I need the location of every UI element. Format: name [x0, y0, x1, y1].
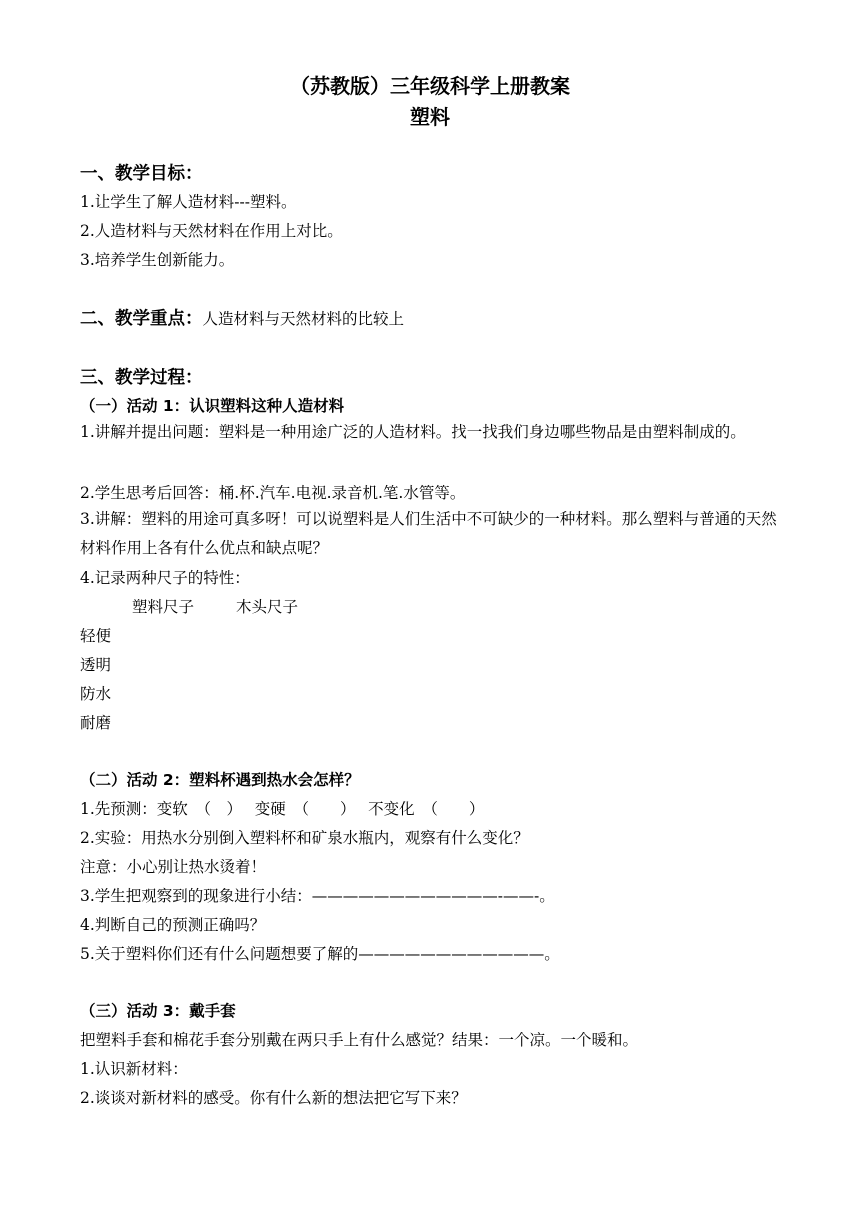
document-subtitle: 塑料 — [410, 105, 450, 129]
activity-2-item: 4.判断自己的预测正确吗？ — [80, 916, 266, 934]
activity-1-item: 4.记录两种尺子的特性： — [80, 569, 250, 587]
activity-3-item: 把塑料手套和棉花手套分别戴在两只手上有什么感觉？结果：一个凉。一个暖和。 — [80, 1031, 639, 1049]
document-title: （苏教版）三年级科学上册教案 — [290, 74, 570, 98]
activity-1-heading: （一）活动 1：认识塑料这种人造材料 — [80, 397, 345, 415]
activity-3-item: 1.认识新材料： — [80, 1060, 188, 1078]
ruler-column-plastic: 塑料尺子 — [132, 598, 195, 616]
activity-3-item: 2.谈谈对新材料的感受。你有什么新的想法把它写下来？ — [80, 1089, 467, 1107]
goal-item: 3.培养学生创新能力。 — [80, 251, 235, 269]
activity-1-item: 3.讲解：塑料的用途可真多呀！可以说塑料是人们生活中不可缺少的一种材料。那么塑料与普通的天然材料作用上各有什么优点和缺点呢？ — [80, 510, 777, 557]
section-key-points — [80, 305, 404, 330]
ruler-property-row: 防水 — [80, 685, 112, 703]
key-points-text: 人造材料与天然材料的比较上 — [202, 310, 405, 328]
activity-2-item: 2.实验：用热水分别倒入塑料杯和矿泉水瓶内，观察有什么变化？ — [80, 829, 529, 847]
goal-item: 1.让学生了解人造材料---塑料。 — [80, 193, 297, 211]
activity-2-item: 5.关于塑料你们还有什么问题想要了解的————————————。 — [80, 945, 560, 963]
section-teaching-goals-heading: 一、教学目标： — [80, 164, 203, 184]
activity-1-item: 2.学生思考后回答：桶.杯.汽车.电视.录音机.笔.水管等。 — [80, 484, 466, 502]
activity-2-heading: （二）活动 2：塑料杯遇到热水会怎样？ — [80, 771, 360, 789]
ruler-property-row: 透明 — [80, 656, 112, 674]
ruler-property-row: 轻便 — [80, 627, 112, 645]
ruler-property-row: 耐磨 — [80, 714, 112, 732]
section-teaching-process-heading: 三、教学过程： — [80, 368, 203, 388]
section-key-points-heading: 二、教学重点： — [80, 309, 203, 329]
goal-item: 2.人造材料与天然材料在作用上对比。 — [80, 222, 343, 240]
activity-2-item: 3.学生把观察到的现象进行小结：————————————-——-。 — [80, 887, 555, 905]
activity-2-item: 1.先预测：变软 （ ） 变硬 （ ） 不变化 （ ） — [80, 800, 485, 818]
activity-1-item: 1.讲解并提出问题：塑料是一种用途广泛的人造材料。找一找我们身边哪些物品是由塑料制成的。 — [80, 423, 746, 441]
ruler-column-wood: 木头尺子 — [236, 598, 299, 616]
activity-2-note: 注意：小心别让热水烫着！ — [80, 858, 267, 876]
activity-3-heading: （三）活动 3：戴手套 — [80, 1002, 236, 1020]
